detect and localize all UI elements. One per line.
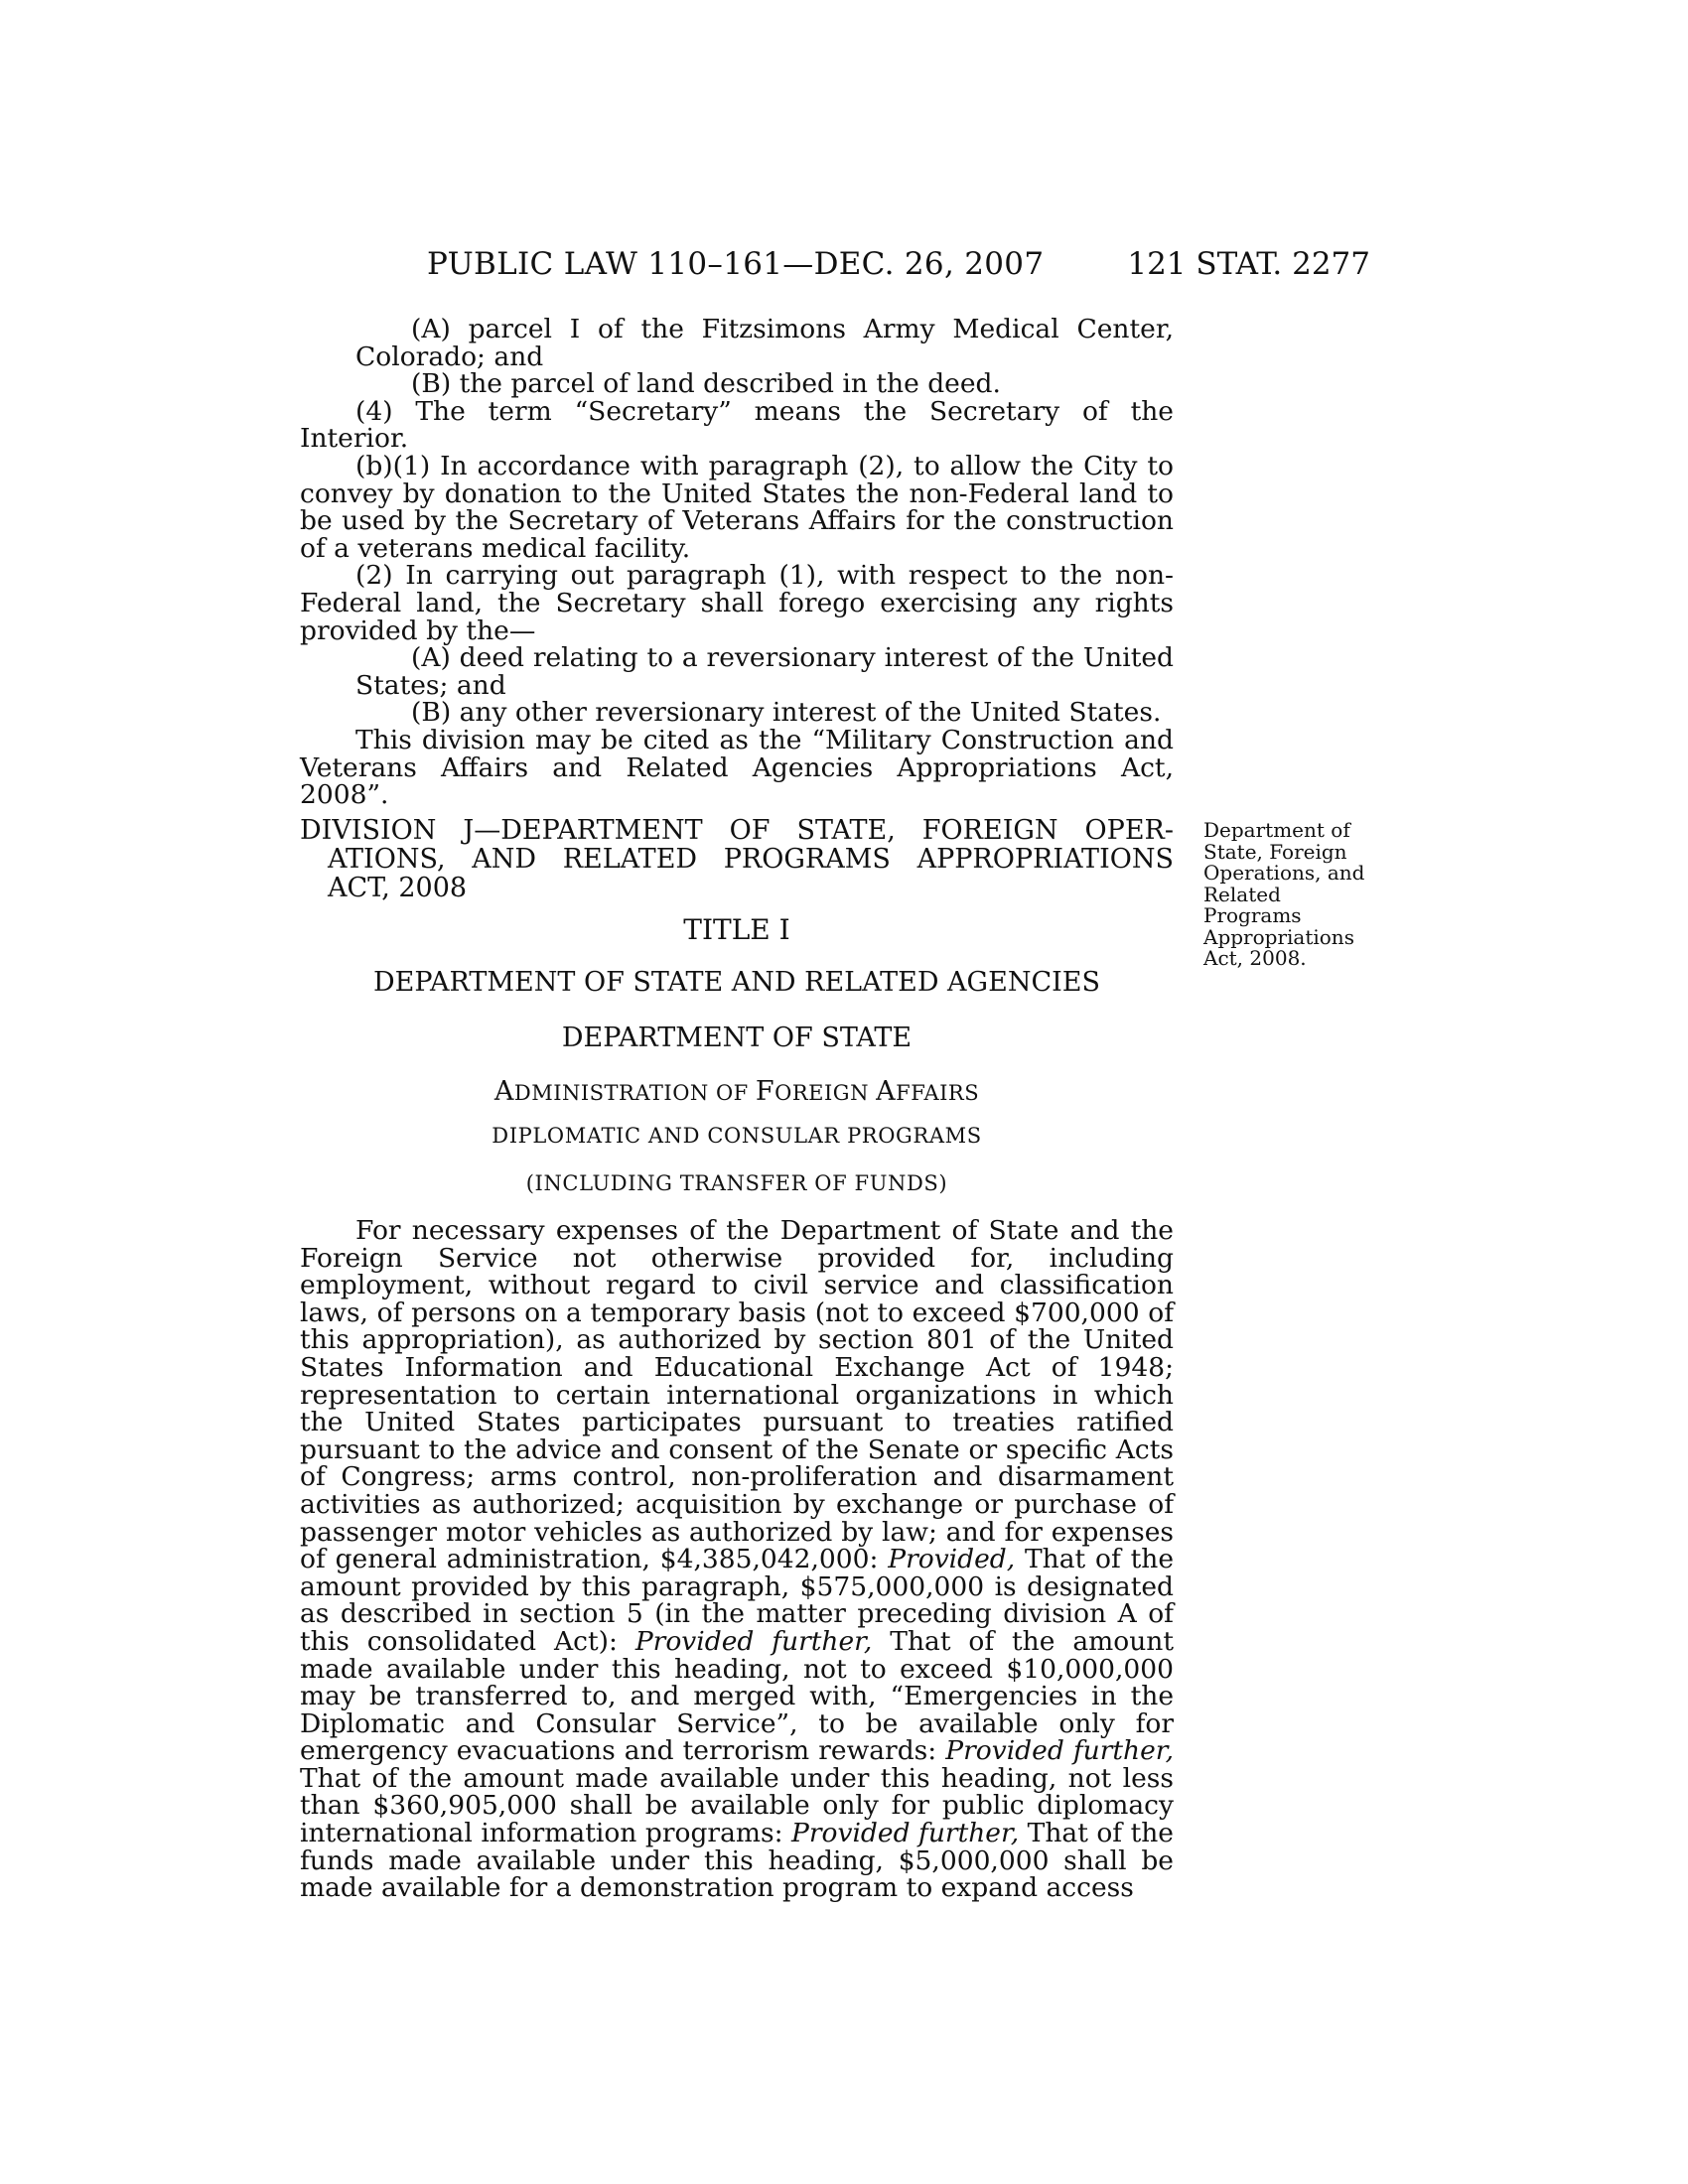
stat-page-number: 121 STAT. 2277 xyxy=(1127,246,1370,282)
item-a-fitzsimons: (A) parcel I of the Fitzsimons Army Medical Center, Colorado; and xyxy=(355,314,1174,372)
diplomatic-consular-heading: DIPLOMATIC AND CONSULAR PROGRAMS xyxy=(492,1124,982,1148)
margin-note: Department of State, Foreign Operations, and Related Programs Appropriations Act, 2008. xyxy=(1203,818,1365,970)
law-title: PUBLIC LAW 110–161—DEC. 26, 2007 xyxy=(427,246,1045,282)
title-heading: TITLE I xyxy=(683,913,790,946)
division-heading-line3: ACT, 2008 xyxy=(328,873,468,903)
including-transfer-heading: (INCLUDING TRANSFER OF FUNDS) xyxy=(525,1171,948,1195)
division-j-heading xyxy=(300,816,1174,902)
division-heading-line2: ATIONS, AND RELATED PROGRAMS APPROPRIATIONS xyxy=(328,844,1174,875)
item-b-reversionary: (B) any other reversionary interest of the United States. xyxy=(411,697,1162,729)
item-b-parcel: (B) the parcel of land described in the deed. xyxy=(411,368,1001,400)
admin-foreign-affairs-heading: ADMINISTRATION OF FOREIGN AFFAIRS xyxy=(493,1076,980,1107)
main-appropriation-paragraph: For necessary expenses of the Department of State and the Foreign Service not otherwise provided for, including employment, without regard to civil service and classification laws, of persons on a temporary basis (not to exceed $700,000 of this appropriation), as authorized by section 801 of the United States Information and Educational Exchange Act of 1948; representation to certain international organizations in which the United States participates pursuant to treaties ratified pursuant to the advice and consent of the Senate or specific Acts of Congress; arms control, non-proliferation and disarmament activities as authorized; acquisition by exchange or purchase of passenger motor vehicles as authorized by law; and for expenses of general administration, $4,385,042,000: Provided, That of the amount provided by this paragraph, $575,000,000 is designated as described in section 5 (in the matter preceding division A of this consolidated Act): Provided further, That of the amount made available under this heading, not to exceed $10,000,000 may be transferred to, and merged with, “Emergencies in the Diplomatic and Consular Service”, to be available only for emergency evacuations and terrorism rewards: Provided further, That of the amount made available under this heading, not less than $360,905,000 shall be available only for public diplomacy international information programs: Provided further, That of the funds made available under this heading, $5,000,000 shall be made available for a demonstration program to expand access xyxy=(300,1215,1175,1904)
item-a-deed: (A) deed relating to a reversionary interest of the United States; and xyxy=(355,642,1174,701)
dept-heading: DEPARTMENT OF STATE xyxy=(561,1023,913,1053)
running-header xyxy=(298,246,1370,286)
main-paragraph-block xyxy=(300,1217,1174,1902)
paragraph-2-forego: (2) In carrying out paragraph (1), with respect to the non-Federal land, the Secretary shall forego exercising any rights provided by the— xyxy=(300,560,1174,646)
paragraph-b1-convey: (b)(1) In accordance with paragraph (2), to allow the City to convey by donation to the United States the non-Federal land to be used by the Secretary of Veterans Affairs for the construction of a veterans medical facility. xyxy=(300,450,1174,564)
top-section xyxy=(300,316,1174,809)
division-heading-line1: DIVISION J—DEPARTMENT OF STATE, FOREIGN OPER- xyxy=(300,815,1174,846)
dept-related-heading: DEPARTMENT OF STATE AND RELATED AGENCIES xyxy=(372,967,1100,998)
paragraph-4-secretary: (4) The term “Secretary” means the Secretary of the Interior. xyxy=(300,395,1174,455)
citation-paragraph: This division may be cited as the “Military Construction and Veterans Affairs and Related Agencies Appropriations Act, 2008”. xyxy=(300,724,1174,811)
